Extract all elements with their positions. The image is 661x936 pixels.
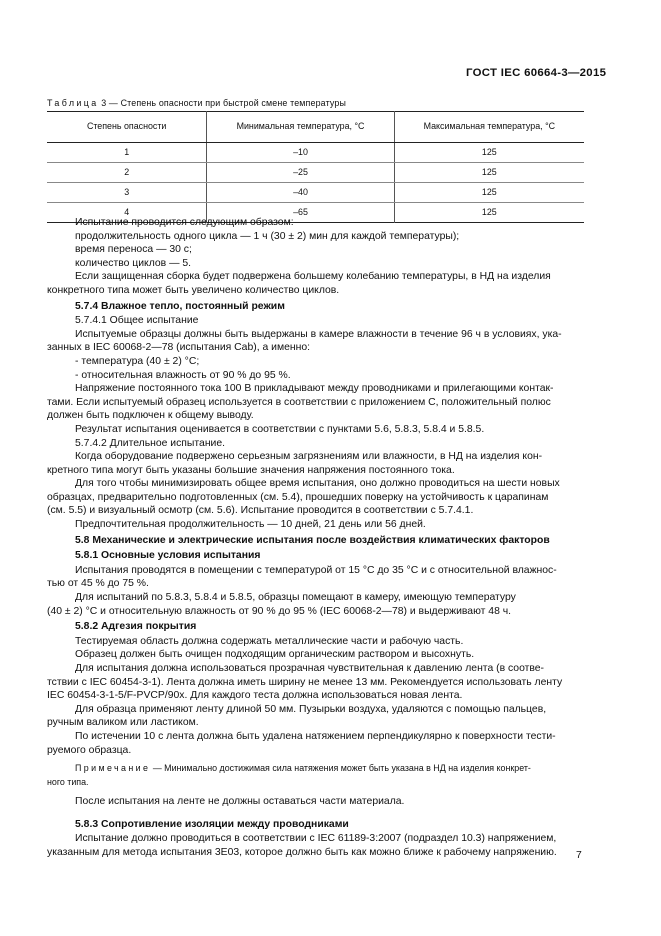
paragraph: время переноса — 30 с; bbox=[75, 244, 192, 256]
paragraph: Для образца применяют ленту длиной 50 мм. Пузырьки воздуха, удаляются с помощью пальцев, bbox=[75, 703, 547, 715]
section-heading-5-8-3: 5.8.3 Сопротивление изоляции между проводниками bbox=[75, 818, 349, 830]
note bbox=[75, 761, 584, 775]
note-text: — Минимально достижимая сила натяжения может быть указана в НД на изделия конкрет- bbox=[152, 763, 531, 774]
table-cell: 4 bbox=[47, 203, 207, 223]
table-cell: –10 bbox=[207, 143, 394, 163]
paragraph: - температура (40 ± 2) °С; bbox=[75, 355, 200, 367]
table-cell: –25 bbox=[207, 163, 394, 183]
paragraph: должен быть подключен к общему выводу. bbox=[47, 410, 254, 422]
paragraph: Когда оборудование подвержено серьезным загрязнениям или влажности, в НД на изделия кон- bbox=[75, 451, 543, 463]
table-cell: –40 bbox=[207, 183, 394, 203]
table-row bbox=[47, 143, 584, 163]
paragraph: Если защищенная сборка будет подвержена большему колебанию температуры, в НД на изделия bbox=[75, 271, 551, 283]
paragraph: руемого образца. bbox=[47, 744, 132, 756]
subsection-heading-5-7-4-2: 5.7.4.2 Длительное испытание. bbox=[75, 437, 226, 449]
document-body bbox=[47, 216, 584, 860]
paragraph: кретного типа могут быть указаны большие значения напряжения постоянного тока. bbox=[47, 464, 455, 476]
table-row bbox=[47, 163, 584, 183]
section-heading-5-8-2: 5.8.2 Адгезия покрытия bbox=[75, 621, 197, 633]
paragraph: Для испытания должна использоваться прозрачная чувствительная к давлению лента (в соотве- bbox=[75, 663, 545, 674]
paragraph: Испытания проводятся в помещении с температурой от 15 °С до 35 °С и с относительной влажнос- bbox=[75, 564, 557, 576]
paragraph: конкретного типа может быть увеличено количество циклов. bbox=[47, 284, 340, 296]
paragraph: тствии с IEC 60454-3-1). Лента должна иметь ширину не менее 13 мм. Рекомендуется использовать ленту bbox=[47, 676, 563, 688]
paragraph: Тестируемая область должна содержать металлические части и рабочую часть. bbox=[75, 635, 464, 647]
note-label: Примечание bbox=[75, 763, 151, 774]
paragraph: IEC 60454-3-1-5/F-PVCP/90x. Для каждого теста должна использоваться новая лента. bbox=[47, 690, 463, 702]
paragraph: количество циклов — 5. bbox=[75, 257, 192, 269]
paragraph: Предпочтительная продолжительность — 10 дней, 21 день или 56 дней. bbox=[75, 519, 426, 531]
paragraph: (40 ± 2) °С и относительную влажность от 90 % до 95 % (IEC 60068-2—78) и выдерживают 48 ч. bbox=[47, 605, 512, 617]
table-cell: 3 bbox=[47, 183, 207, 203]
paragraph: ручным валиком или ластиком. bbox=[47, 717, 199, 729]
section-heading-5-7-4: 5.7.4 Влажное тепло, постоянный режим bbox=[75, 300, 285, 312]
paragraph: продолжительность одного цикла — 1 ч (30 ± 2) мин для каждой температуры); bbox=[75, 230, 460, 242]
paragraph: Для испытаний по 5.8.3, 5.8.4 и 5.8.5, образцы помещают в камеру, имеющую температуру bbox=[75, 592, 516, 604]
document-header: ГОСТ IEC 60664-3—2015 bbox=[466, 67, 607, 79]
table-cell: 2 bbox=[47, 163, 207, 183]
hazard-level-table bbox=[47, 111, 584, 223]
table-cell: –65 bbox=[207, 203, 394, 223]
paragraph: тами. Если испытуемый образец используется в соответствии с приложением С, положительный полюс bbox=[47, 396, 551, 408]
paragraph: образцах, предварительно подготовленных (см. 5.4), прошедших поверку на устойчивость к царапинам bbox=[47, 491, 549, 503]
paragraph: По истечении 10 с лента должна быть удалена натяжением перпендикулярно к поверхности тести- bbox=[75, 730, 556, 742]
table-caption-label: Таблица bbox=[47, 98, 99, 108]
paragraph: Испытание должно проводиться в соответствии с IEC 61189-3:2007 (подраздел 10.3) напряжением, bbox=[75, 833, 557, 845]
paragraph: указанным для метода испытания 3E03, которое должно быть как можно ближе к рабочему напряжению. bbox=[47, 846, 557, 858]
table-cell: 125 bbox=[394, 143, 584, 163]
paragraph: Образец должен быть очищен подходящим органическим раствором и высохнуть. bbox=[75, 649, 475, 661]
table-caption-text: 3 — Степень опасности при быстрой смене температуры bbox=[101, 98, 346, 108]
table-row bbox=[47, 183, 584, 203]
section-heading-5-8-1: 5.8.1 Основные условия испытания bbox=[75, 550, 261, 562]
column-header: Степень опасности bbox=[47, 112, 207, 143]
table-caption bbox=[47, 97, 346, 111]
table-cell: 1 bbox=[47, 143, 207, 163]
section-heading-5-8: 5.8 Механические и электрические испытания после воздействия климатических факторов bbox=[75, 534, 550, 546]
paragraph: Напряжение постоянного тока 100 В прикладывают между проводниками и прилегающими контак- bbox=[75, 383, 554, 395]
paragraph: Испытание проводится следующим образом: bbox=[75, 217, 294, 228]
note-continuation: ного типа. bbox=[47, 777, 89, 788]
table-header-row bbox=[47, 112, 584, 143]
column-header: Минимальная температура, °С bbox=[207, 112, 394, 143]
paragraph: (см. 5.5) и визуальный осмотр (см. 5.6). Испытание проводится в соответствии с 5.7.4.1. bbox=[47, 505, 474, 517]
column-header: Максимальная температура, °С bbox=[394, 112, 584, 143]
paragraph: Результат испытания оценивается в соответствии с пунктами 5.6, 5.8.3, 5.8.4 и 5.8.5. bbox=[75, 423, 485, 435]
paragraph: тью от 45 % до 75 %. bbox=[47, 578, 149, 590]
paragraph: После испытания на ленте не должны оставаться части материала. bbox=[75, 796, 405, 808]
subsection-heading-5-7-4-1: 5.7.4.1 Общее испытание bbox=[75, 315, 199, 327]
paragraph: Для того чтобы минимизировать общее время испытания, оно должно проводиться на шести новых bbox=[75, 478, 560, 490]
page-number: 7 bbox=[576, 850, 582, 861]
table-cell: 125 bbox=[394, 183, 584, 203]
paragraph: занных в IEC 60068-2—78 (испытания Cab), а именно: bbox=[47, 342, 311, 354]
table-cell: 125 bbox=[394, 203, 584, 223]
paragraph: - относительная влажность от 90 % до 95 %. bbox=[75, 369, 291, 381]
table-cell: 125 bbox=[394, 163, 584, 183]
paragraph: Испытуемые образцы должны быть выдержаны в камере влажности в течение 96 ч в условиях, ука- bbox=[75, 328, 562, 340]
